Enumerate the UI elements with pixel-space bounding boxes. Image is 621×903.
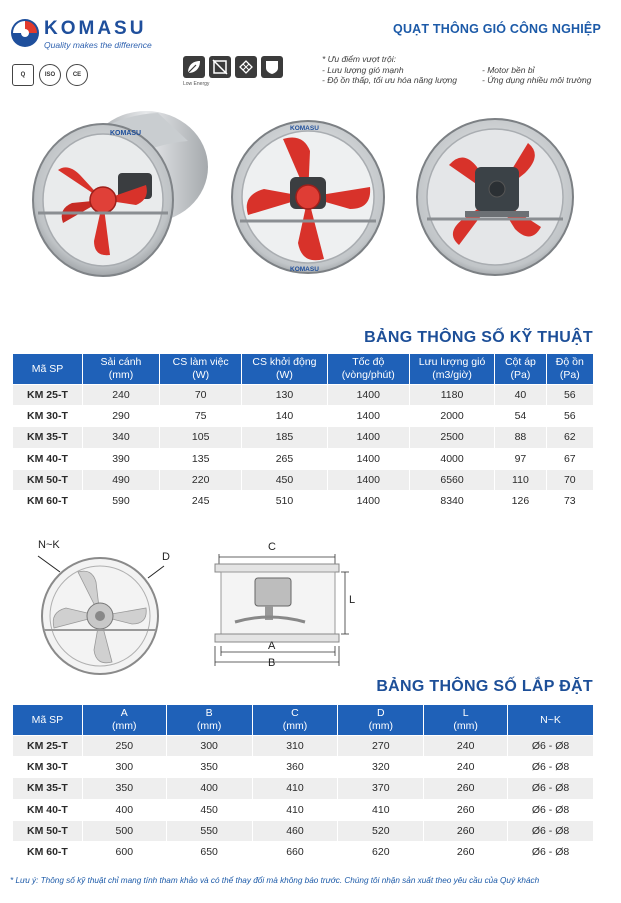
table-cell: 1400 (327, 427, 409, 448)
table-header: D (mm) (338, 705, 424, 736)
fan-photo-rear (413, 115, 578, 280)
table-cell: 1400 (327, 448, 409, 469)
table-cell: 590 (82, 490, 159, 511)
table-cell: 130 (242, 385, 327, 406)
table-cell: 400 (166, 778, 252, 799)
table-cell: 220 (160, 469, 242, 490)
table-cell: 56 (546, 385, 593, 406)
table-cell: 300 (82, 757, 166, 778)
table-cell: 2000 (409, 406, 494, 427)
product-code-cell: KM 30-T (13, 757, 83, 778)
table-cell: 1180 (409, 385, 494, 406)
table-cell: 70 (160, 385, 242, 406)
fan-brand-text: KOMASU (110, 130, 142, 137)
diagram-label-a: A (268, 640, 276, 652)
grid-filter-icon (235, 56, 257, 78)
fan-brand-text: KOMASU (290, 266, 319, 273)
table-cell: 8340 (409, 490, 494, 511)
table-header: CS làm việc (W) (160, 354, 242, 385)
table-row (13, 799, 594, 820)
table-cell: 1400 (327, 406, 409, 427)
product-code-cell: KM 40-T (13, 448, 83, 469)
feature-item: - Ứng dụng nhiều môi trường (482, 75, 592, 85)
table-cell: 240 (424, 736, 508, 757)
table-cell: 260 (424, 778, 508, 799)
table-cell: 70 (546, 469, 593, 490)
page-title: QUẠT THÔNG GIÓ CÔNG NGHIỆP (393, 22, 601, 36)
table-cell: 185 (242, 427, 327, 448)
table-header: L (mm) (424, 705, 508, 736)
brand-logo (10, 16, 160, 52)
diagram-label-d: D (162, 551, 170, 563)
table-cell: 245 (160, 490, 242, 511)
leaf-icon (183, 56, 205, 78)
product-code-cell: KM 50-T (13, 469, 83, 490)
table-cell: 300 (166, 736, 252, 757)
product-code-cell: KM 30-T (13, 406, 83, 427)
table-header: Lưu lượng gió (m3/giờ) (409, 354, 494, 385)
tech-spec-table (12, 353, 594, 512)
table-header: Cột áp (Pa) (495, 354, 546, 385)
table-cell: 350 (82, 778, 166, 799)
product-code-cell: KM 25-T (13, 385, 83, 406)
product-code-cell: KM 25-T (13, 736, 83, 757)
footnote: * Lưu ý: Thông số kỹ thuật chỉ mang tính tham khảo và có thể thay đổi mà không báo trước. Chúng tôi nhận sản xuất theo yêu cầu của Quý khách (10, 876, 540, 885)
table-cell: Ø6 - Ø8 (508, 799, 594, 820)
table-cell: 62 (546, 427, 593, 448)
table-cell: 260 (424, 799, 508, 820)
table-cell: 1400 (327, 469, 409, 490)
table-cell: 260 (424, 820, 508, 841)
diagram-label-l: L (349, 594, 356, 606)
table-cell: 460 (252, 820, 338, 841)
table-header-row (13, 705, 594, 736)
table-row (13, 736, 594, 757)
table-row (13, 841, 594, 862)
table-cell: 390 (82, 448, 159, 469)
table-row (13, 490, 594, 511)
table-cell: 510 (242, 490, 327, 511)
product-code-cell: KM 60-T (13, 490, 83, 511)
diagram-label-b: B (268, 657, 276, 669)
table-cell: 126 (495, 490, 546, 511)
table-cell: 250 (82, 736, 166, 757)
table-cell: 140 (242, 406, 327, 427)
table-cell: 260 (424, 841, 508, 862)
table-cell: 2500 (409, 427, 494, 448)
table-cell: 370 (338, 778, 424, 799)
table-cell: Ø6 - Ø8 (508, 841, 594, 862)
table-cell: Ø6 - Ø8 (508, 736, 594, 757)
table-row (13, 385, 594, 406)
table-cell: Ø6 - Ø8 (508, 820, 594, 841)
product-code-cell: KM 35-T (13, 778, 83, 799)
table-cell: 620 (338, 841, 424, 862)
komasu-logo-icon (10, 18, 40, 48)
table-cell: 110 (495, 469, 546, 490)
tech-table-title: BẢNG THÔNG SỐ KỸ THUẬT (364, 329, 593, 346)
table-row (13, 448, 594, 469)
features-list (322, 54, 602, 86)
shield-icon (261, 56, 283, 78)
table-cell: 97 (495, 448, 546, 469)
feature-item: - Độ ồn thấp, tối ưu hóa năng lượng (322, 75, 457, 85)
no-chemical-icon (209, 56, 231, 78)
table-cell: 88 (495, 427, 546, 448)
product-photos (0, 105, 621, 300)
table-header: CS khởi động (W) (242, 354, 327, 385)
front-view-diagram (30, 548, 180, 678)
table-header: Tốc độ (vòng/phút) (327, 354, 409, 385)
table-header: Độ ồn (Pa) (546, 354, 593, 385)
table-cell: 75 (160, 406, 242, 427)
product-code-cell: KM 50-T (13, 820, 83, 841)
table-cell: 550 (166, 820, 252, 841)
table-header: A (mm) (82, 705, 166, 736)
table-cell: 340 (82, 427, 159, 448)
install-spec-table (12, 704, 594, 863)
table-cell: 490 (82, 469, 159, 490)
table-header: C (mm) (252, 705, 338, 736)
table-row (13, 820, 594, 841)
certification-badges (12, 62, 88, 88)
table-cell: 270 (338, 736, 424, 757)
table-cell: 240 (424, 757, 508, 778)
table-cell: 105 (160, 427, 242, 448)
brand-name: KOMASU (44, 18, 147, 39)
table-header-row (13, 354, 594, 385)
table-cell: 320 (338, 757, 424, 778)
table-cell: 73 (546, 490, 593, 511)
table-cell: 410 (252, 799, 338, 820)
diagram-label-nk: N~K (38, 539, 60, 551)
table-header: N~K (508, 705, 594, 736)
table-cell: 400 (82, 799, 166, 820)
table-cell: 1400 (327, 385, 409, 406)
install-table-title: BẢNG THÔNG SỐ LẮP ĐẶT (376, 678, 593, 695)
product-code-cell: KM 35-T (13, 427, 83, 448)
table-cell: 450 (166, 799, 252, 820)
table-cell: Ø6 - Ø8 (508, 778, 594, 799)
table-cell: 600 (82, 841, 166, 862)
fan-brand-text: KOMASU (290, 125, 319, 132)
side-view-diagram (205, 552, 365, 672)
table-cell: 240 (82, 385, 159, 406)
table-cell: 290 (82, 406, 159, 427)
feature-icons (183, 56, 283, 78)
table-row (13, 757, 594, 778)
table-cell: 135 (160, 448, 242, 469)
table-cell: 500 (82, 820, 166, 841)
table-header: B (mm) (166, 705, 252, 736)
table-cell: 40 (495, 385, 546, 406)
table-row (13, 406, 594, 427)
table-row (13, 427, 594, 448)
table-cell: 360 (252, 757, 338, 778)
iso-cert-icon: ISO (39, 64, 61, 86)
table-cell: 56 (546, 406, 593, 427)
table-header: Mã SP (13, 354, 83, 385)
fan-photo-front (228, 117, 388, 277)
table-cell: 450 (242, 469, 327, 490)
table-cell: 650 (166, 841, 252, 862)
table-cell: Ø6 - Ø8 (508, 757, 594, 778)
table-row (13, 469, 594, 490)
table-cell: 410 (252, 778, 338, 799)
fan-photo-angled (28, 105, 218, 285)
product-code-cell: KM 60-T (13, 841, 83, 862)
feature-item: - Lưu lượng gió mạnh (322, 64, 404, 75)
ce-cert-icon: CE (66, 64, 88, 86)
product-code-cell: KM 40-T (13, 799, 83, 820)
brand-tagline: Quality makes the difference (44, 40, 152, 50)
table-cell: 350 (166, 757, 252, 778)
low-energy-label: Low Energy (183, 81, 210, 87)
feature-item: - Motor bền bỉ (482, 64, 535, 75)
table-cell: 54 (495, 406, 546, 427)
table-cell: 410 (338, 799, 424, 820)
table-cell: 1400 (327, 490, 409, 511)
table-cell: 310 (252, 736, 338, 757)
table-cell: 660 (252, 841, 338, 862)
table-cell: 67 (546, 448, 593, 469)
table-header: Sải cánh (mm) (82, 354, 159, 385)
quality-cert-icon: Q (12, 64, 34, 86)
table-header: Mã SP (13, 705, 83, 736)
table-cell: 520 (338, 820, 424, 841)
table-row (13, 778, 594, 799)
table-cell: 4000 (409, 448, 494, 469)
table-cell: 6560 (409, 469, 494, 490)
features-heading: * Ưu điểm vượt trội: (322, 54, 396, 64)
table-cell: 265 (242, 448, 327, 469)
diagram-label-c: C (268, 541, 276, 553)
